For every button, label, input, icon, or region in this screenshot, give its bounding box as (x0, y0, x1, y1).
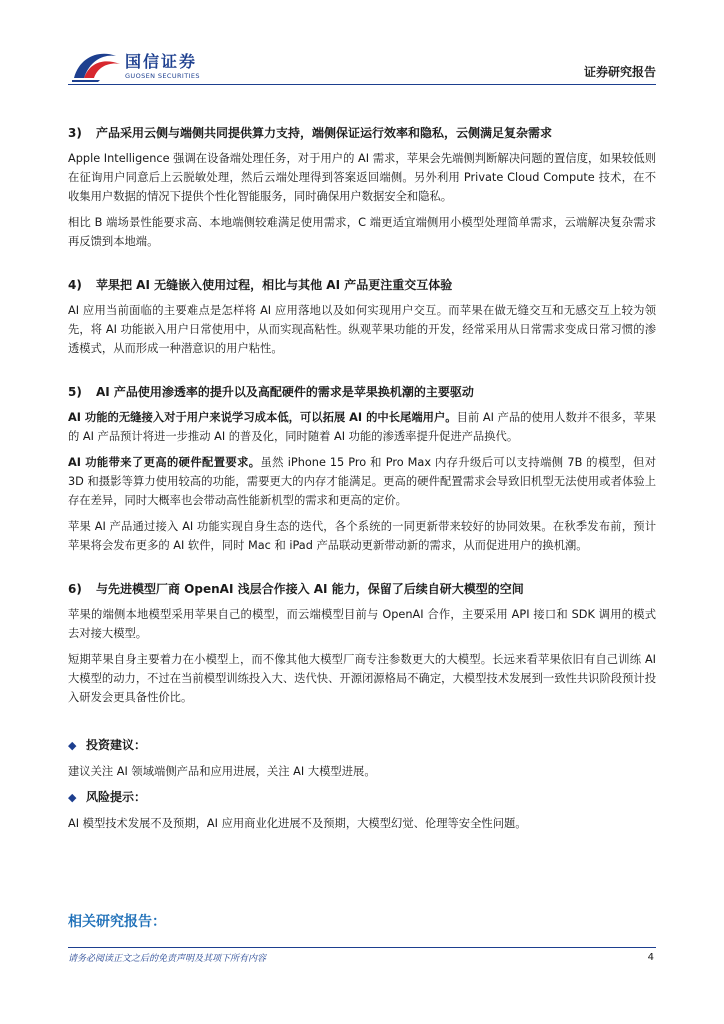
guosen-logo-icon (70, 48, 122, 84)
paragraph: AI 应用当前面临的主要难点是怎样将 AI 应用落地以及如何实现用户交互。而苹果在做无缝交互和无感交互上较为领先，将 AI 功能嵌入用户日常使用中，从而实现高粘性。纵观苹果功能的开发，经常采用从日常需求变成日常习惯的渗透模式，从而形成一种潜意识的用户粘性。 (68, 304, 656, 355)
report-type-title: 证券研究报告 (583, 65, 656, 79)
section-number: 4) (68, 278, 82, 292)
paragraph: Apple Intelligence 强调在设备端处理任务，对于用户的 AI 需求，苹果会先端侧判断解决问题的置信度，如果较低则在征询用户同意后上云脱敏处理，然后云端处理得到答案返回端侧。另外利用 Private Cloud Compute 技术，在不收集用户数据的情况下提供个性化智能服务，同时确保用户数据安全和隐私。 (68, 152, 656, 203)
related-reports-heading: 相关研究报告： (68, 914, 166, 930)
section-6-heading (68, 580, 656, 598)
section-title: 产品采用云侧与端侧共同提供算力支持，端侧保证运行效率和隐私，云侧满足复杂需求 (96, 126, 553, 140)
paragraph: 苹果的端侧本地模型采用苹果自己的模型，而云端模型目前与 OpenAI 合作，主要采用 API 接口和 SDK 调用的模式去对接大模型。 (68, 608, 656, 640)
paragraph: 苹果 AI 产品通过接入 AI 功能实现自身生态的迭代，各个系统的一同更新带来较好的协同效果。在秋季发布前，预计苹果将会发布更多的 AI 软件，同时 Mac 和 iPad 产品联动更新带动新的需求，从而促进用户的换机潮。 (68, 520, 656, 552)
footer-divider (68, 947, 656, 948)
paragraph: 短期苹果自身主要着力在小模型上，而不像其他大模型厂商专注参数更大的大模型。长远来看苹果依旧有自己训练 AI 大模型的动力，不过在当前模型训练投入大、迭代快、开源闭源格局不确定，大模型技术发展到一致性共识阶段预计投入研发会更具备性价比。 (68, 653, 656, 704)
section-5-heading (68, 383, 656, 401)
paragraph-text: 虽然 iPhone 15 Pro 和 Pro Max 内存升级后可以支持端侧 7B 的模型，但对 3D 和摄影等算力使用较高的功能，需要更大的内存才能满足。更高的硬件配置需求会导致旧机型无法使用或者体验上存在差异，同时大概率也会带动高性能新机型的需求和更高的定价。 (68, 456, 656, 507)
diamond-bullet-icon: ◆ (68, 739, 77, 752)
investment-heading (68, 736, 656, 755)
header-divider (68, 84, 656, 85)
diamond-bullet-icon: ◆ (68, 791, 77, 804)
paragraph (68, 408, 656, 446)
section-title: 苹果把 AI 无缝嵌入使用过程，相比与其他 AI 产品更注重交互体验 (96, 278, 453, 292)
company-logo (70, 48, 200, 88)
logo-name: 国信证券 (125, 52, 198, 71)
risk-heading (68, 788, 656, 807)
paragraph (68, 453, 656, 510)
section-title: 与先进模型厂商 OpenAI 浅层合作接入 AI 能力，保留了后续自研大模型的空间 (96, 582, 524, 596)
section-3-heading (68, 124, 656, 142)
main-content (68, 124, 656, 840)
section-number: 5) (68, 385, 82, 399)
page-header (0, 0, 724, 90)
section-title: AI 产品使用渗透率的提升以及高配硬件的需求是苹果换机潮的主要驱动 (96, 385, 474, 399)
page-number: 4 (647, 952, 654, 963)
section-number: 6) (68, 582, 82, 596)
disclaimer-note: 请务必阅读正文之后的免责声明及其项下所有内容 (68, 954, 267, 964)
paragraph-text: 目前 AI 产品的使用人数并不很多，苹果的 AI 产品预计将进一步推动 AI 的普及化，同时随着 AI 功能的渗透率提升促进产品换代。 (68, 411, 656, 443)
paragraph: 相比 B 端场景性能要求高、本地端侧较难满足使用需求，C 端更适宜端侧用小模型处理简单需求，云端解决复杂需求再反馈到本地端。 (68, 216, 656, 248)
logo-subtitle: GUOSEN SECURITIES (125, 72, 200, 80)
section-4-heading (68, 276, 656, 294)
risk-text: AI 模型技术发展不及预期，AI 应用商业化进展不及预期，大模型幻觉、伦理等安全性问题。 (68, 817, 527, 830)
risk-heading-text: 风险提示： (86, 790, 147, 804)
section-number: 3) (68, 126, 82, 140)
investment-text: 建议关注 AI 领域端侧产品和应用进展，关注 AI 大模型进展。 (68, 765, 376, 778)
paragraph-lead: AI 功能带来了更高的硬件配置要求。 (68, 456, 261, 469)
paragraph-lead: AI 功能的无缝接入对于用户来说学习成本低，可以拓展 AI 的中长尾端用户。 (68, 411, 457, 424)
investment-heading-text: 投资建议： (86, 738, 147, 752)
